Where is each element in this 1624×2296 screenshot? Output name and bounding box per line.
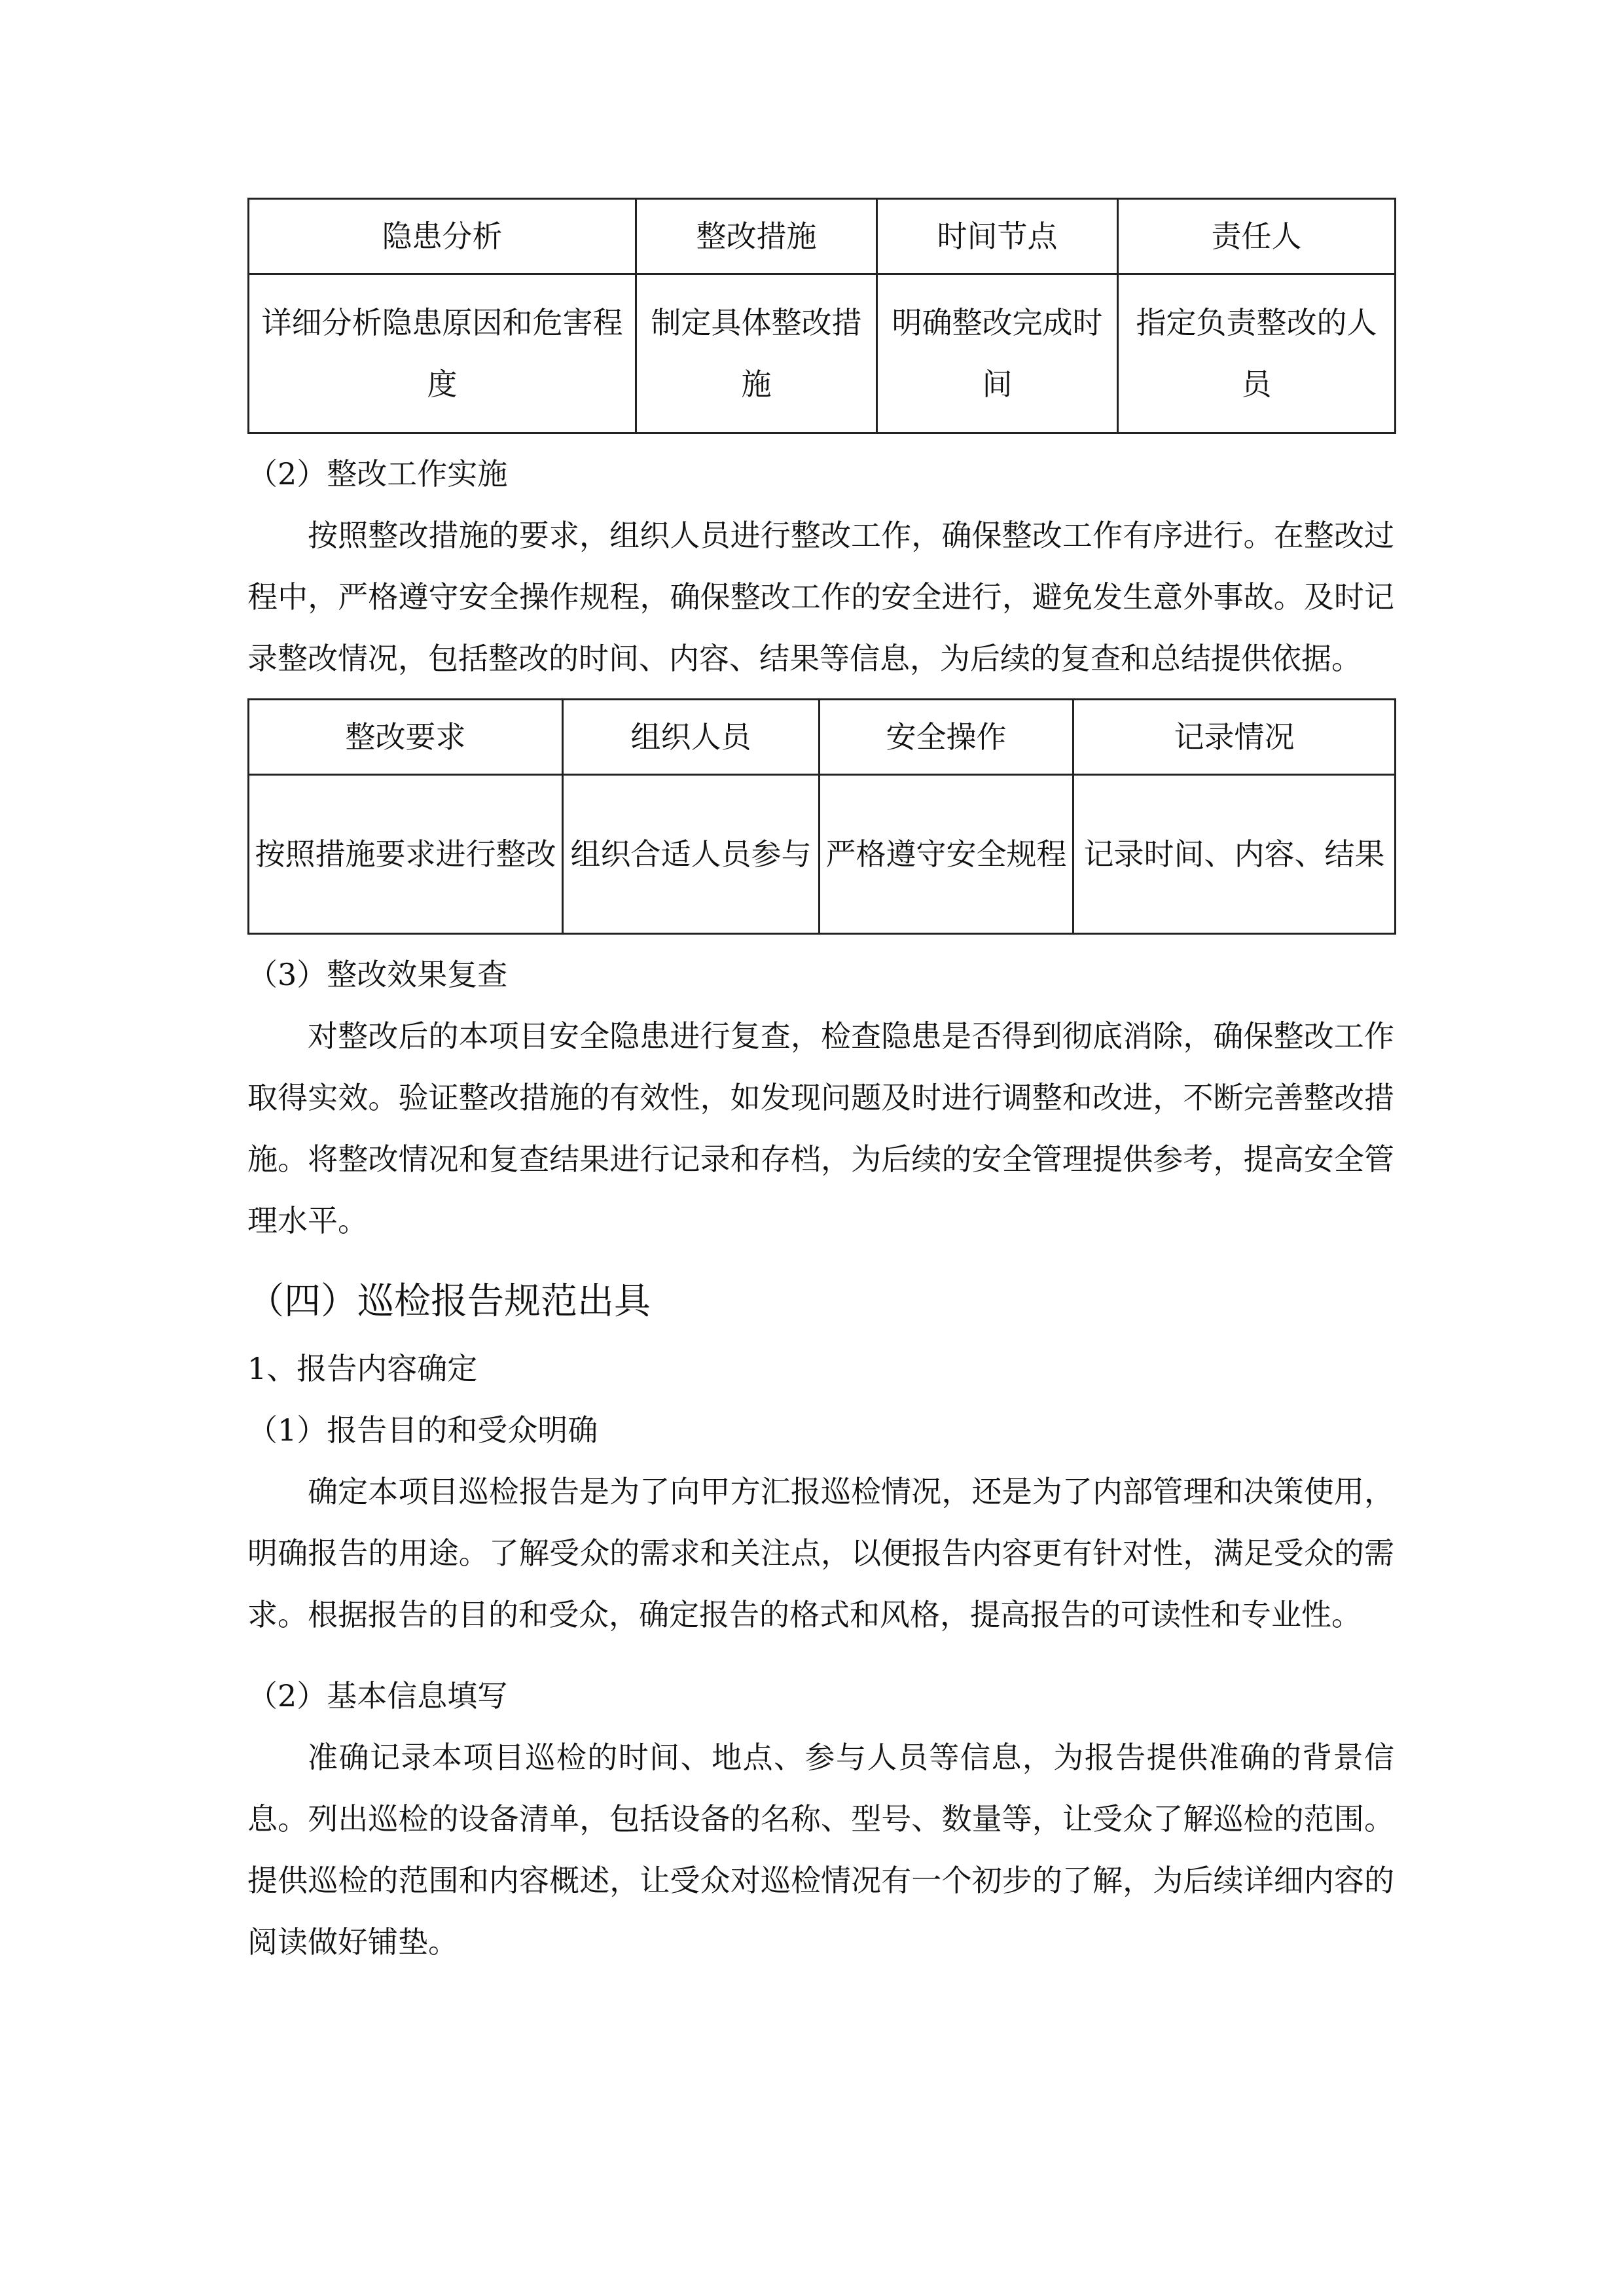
- section-heading-inspection-report: （四）巡检报告规范出具: [247, 1280, 651, 1323]
- table-header-cell: 安全操作: [820, 700, 1074, 775]
- paragraph-effect-review: 对整改后的本项目安全隐患进行复查，检查隐患是否得到彻底消除，确保整改工作取得实效。验证整改措施的有效性，如发现问题及时进行调整和改进，不断完善整改措施。将整改情况和复查结果进行记录和存档，为后续的安全管理提供参考，提高安全管理水平。: [247, 1018, 1394, 1238]
- rectification-requirements-table: [247, 698, 1396, 935]
- table-cell: 详细分析隐患原因和危害程度: [249, 274, 636, 433]
- paragraph-rectification-implementation: 按照整改措施的要求，组织人员进行整改工作，确保整改工作有序进行。在整改过程中，严格遵守安全操作规程，确保整改工作的安全进行，避免发生意外事故。及时记录整改情况，包括整改的时间、内容、结果等信息，为后续的复查和总结提供依据。: [247, 518, 1394, 676]
- table-header-cell: 责任人: [1118, 199, 1396, 274]
- paragraph-report-purpose: 确定本项目巡检报告是为了向甲方汇报巡检情况，还是为了内部管理和决策使用，明确报告的用途。了解受众的需求和关注点，以便报告内容更有针对性，满足受众的需求。根据报告的目的和受众，确定报告的格式和风格，提高报告的可读性和专业性。: [247, 1474, 1394, 1632]
- document-page: [247, 198, 1394, 1973]
- table-cell: 制定具体整改措施: [636, 274, 877, 433]
- table-cell: 记录时间、内容、结果: [1074, 775, 1396, 934]
- sub-heading-rectification-implementation: （2）整改工作实施: [247, 456, 508, 492]
- sub-heading-report-purpose: （1）报告目的和受众明确: [247, 1412, 598, 1448]
- table-row: [249, 775, 1396, 934]
- rectification-analysis-table: [247, 198, 1396, 434]
- table-cell: 明确整改完成时间: [877, 274, 1118, 433]
- table-header-cell: 隐患分析: [249, 199, 636, 274]
- sub-heading-report-content: 1、报告内容确定: [247, 1351, 478, 1386]
- table-header-cell: 时间节点: [877, 199, 1118, 274]
- table-header-cell: 组织人员: [563, 700, 820, 775]
- sub-heading-basic-info: （2）基本信息填写: [247, 1678, 508, 1713]
- table-cell: 指定负责整改的人员: [1118, 274, 1396, 433]
- table-row: [249, 274, 1396, 433]
- paragraph-basic-info: 准确记录本项目巡检的时间、地点、参与人员等信息，为报告提供准确的背景信息。列出巡检的设备清单，包括设备的名称、型号、数量等，让受众了解巡检的范围。提供巡检的范围和内容概述，让受众对巡检情况有一个初步的了解，为后续详细内容的阅读做好铺垫。: [247, 1740, 1394, 1960]
- table-header-cell: 整改措施: [636, 199, 877, 274]
- sub-heading-effect-review: （3）整改效果复查: [247, 957, 508, 992]
- table-cell: 组织合适人员参与: [563, 775, 820, 934]
- table-header-row: [249, 700, 1396, 775]
- table-header-cell: 记录情况: [1074, 700, 1396, 775]
- table-header-cell: 整改要求: [249, 700, 563, 775]
- table-header-row: [249, 199, 1396, 274]
- table-cell: 严格遵守安全规程: [820, 775, 1074, 934]
- table-cell: 按照措施要求进行整改: [249, 775, 563, 934]
